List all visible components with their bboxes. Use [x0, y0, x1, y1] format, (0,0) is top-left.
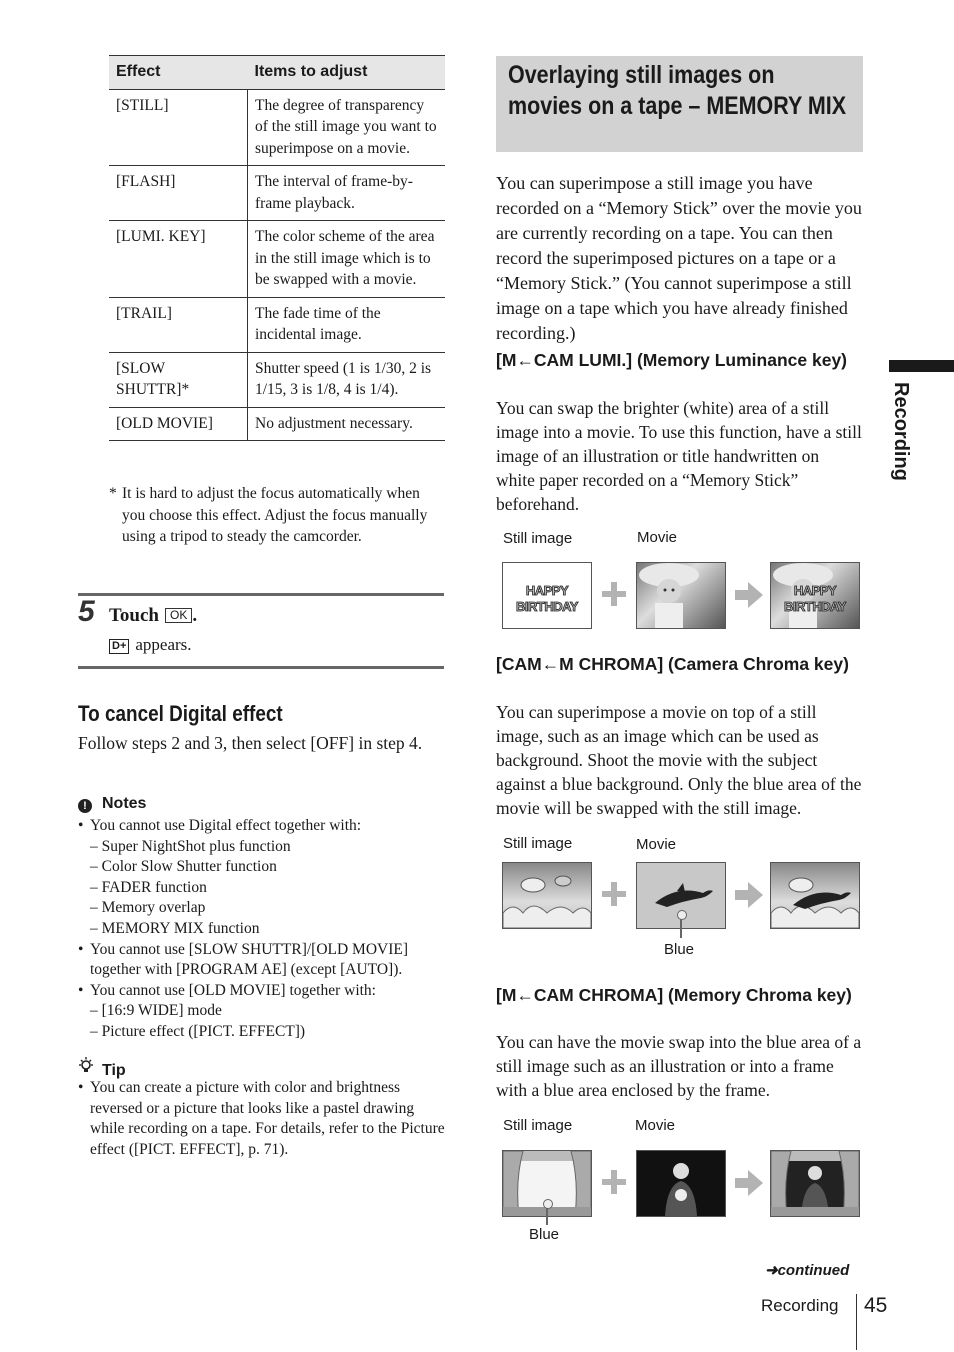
- notes-list: [78, 816, 446, 1043]
- continued-label: [765, 1261, 849, 1279]
- section-tab-marker: [889, 360, 954, 372]
- step-number: 5: [78, 595, 95, 628]
- lumi-caption-movie: Movie: [637, 529, 678, 546]
- table-cell-items: The degree of transparency of the still image you want to superimpose on a movie.: [248, 89, 446, 166]
- step-divider-top: [78, 593, 444, 596]
- result-image-cam-chroma: [770, 862, 860, 929]
- cancel-heading: To cancel Digital effect: [78, 701, 283, 726]
- table-row: [109, 352, 445, 407]
- table-cell-effect: [TRAIL]: [109, 297, 248, 352]
- step-instruction: [109, 605, 197, 627]
- step-divider-bottom: [78, 666, 444, 669]
- footer-divider: [856, 1294, 857, 1350]
- table-cell-items: The color scheme of the area in the still image which is to be swapped with a movie.: [248, 221, 446, 298]
- notes-heading-row: [78, 795, 146, 813]
- arrow-right-icon: [735, 582, 763, 608]
- cam-chroma-caption-blue: Blue: [664, 941, 695, 958]
- appears-label: appears.: [135, 635, 192, 654]
- table-cell-effect: [LUMI. KEY]: [109, 221, 248, 298]
- list-item: • You cannot use [OLD MOVIE] together with:: [78, 981, 446, 1002]
- arrow-right-icon: [735, 1170, 763, 1196]
- list-subitem: – Memory overlap: [90, 899, 206, 917]
- mem-chroma-heading: [M←CAM CHROMA] (Memory Chroma key): [496, 985, 852, 1005]
- happy-birthday-art: [503, 583, 591, 615]
- plus-icon: [602, 1170, 626, 1194]
- table-cell-effect: [FLASH]: [109, 166, 248, 221]
- footer-section: Recording: [761, 1296, 839, 1315]
- result-image-lumi: [770, 562, 860, 629]
- continued-text: continued: [777, 1262, 850, 1279]
- table-cell-items: No adjustment necessary.: [248, 407, 446, 441]
- table-row: [109, 297, 445, 352]
- section-title: Overlaying still images on movies on a tape – MEMORY MIX: [508, 61, 847, 120]
- plus-icon: [602, 882, 626, 906]
- list-item: • You can create a picture with color and brightness reversed or a picture that looks like a pastel drawing while recording on a tape. For details, refer to the Picture effect ([PICT. EFFECT], p. 71).: [78, 1078, 446, 1160]
- table-cell-items: The fade time of the incidental image.: [248, 297, 446, 352]
- tip-heading: Tip: [102, 1062, 126, 1079]
- list-subitem: – Picture effect ([PICT. EFFECT]): [90, 1022, 306, 1040]
- movie-girl-image: [636, 562, 726, 629]
- cancel-text: Follow steps 2 and 3, then select [OFF] in step 4.: [78, 733, 423, 753]
- tip-list: [78, 1078, 446, 1160]
- blue-pointer-icon: [546, 1203, 548, 1225]
- table-header-row: [109, 56, 445, 90]
- section-intro: You can superimpose a still image you have recorded on a “Memory Stick” over the movie you are currently recording on a tape. You can then record the superimposed pictures on a tape or a “Memory Stick.” (You cannot superimpose a still image on a tape which you have already finished recording.): [496, 173, 862, 343]
- footnote-mark: *: [109, 485, 117, 502]
- section-title-box: [496, 56, 863, 152]
- step-result: [109, 635, 192, 655]
- list-subitem: – Color Slow Shutter function: [90, 858, 277, 876]
- list-subitem: – [16:9 WIDE] mode: [90, 1002, 222, 1020]
- cam-chroma-caption-movie: Movie: [636, 836, 677, 853]
- table-cell-items: The interval of frame-by-frame playback.: [248, 166, 446, 221]
- notes-heading: Notes: [102, 795, 147, 812]
- digital-effect-icon: D+: [109, 639, 129, 654]
- blue-pointer-icon: [680, 914, 682, 938]
- mem-chroma-caption-movie: Movie: [635, 1117, 676, 1134]
- ok-button-icon: OK: [165, 608, 192, 623]
- side-tab-label: Recording: [890, 382, 912, 481]
- happy-text: HAPPY: [525, 583, 569, 598]
- table-row: [109, 407, 445, 441]
- happy-text: HAPPY: [793, 583, 837, 598]
- table-header-effect: Effect: [109, 56, 248, 90]
- step-period: .: [192, 605, 198, 626]
- cam-chroma-heading: [CAM←M CHROMA] (Camera Chroma key): [496, 654, 849, 674]
- birthday-text: BIRTHDAY: [784, 599, 846, 614]
- list-subitem: – FADER function: [90, 878, 207, 896]
- lightbulb-icon: [78, 1057, 96, 1080]
- mem-chroma-text: You can have the movie swap into the blue area of a still image such as an illustration or into a frame with a blue area enclosed by the frame.: [496, 1032, 862, 1100]
- lumi-caption-still: Still image: [503, 530, 573, 547]
- birthday-text: BIRTHDAY: [516, 599, 578, 614]
- cam-chroma-caption-still: Still image: [503, 835, 573, 852]
- result-image-mem-chroma: [770, 1150, 860, 1217]
- notes-icon: !: [78, 799, 92, 813]
- lumi-text: You can swap the brighter (white) area of a still image into a movie. To use this function, have a still image of an illustration or title handwritten on white paper recorded on a “Memory Stick” beforehand.: [496, 398, 862, 514]
- tip-heading-row: [78, 1057, 126, 1080]
- cam-chroma-text: You can superimpose a movie on top of a still image, such as an image which can be used as background. Shoot the movie with the subject against a blue background. Only the blue area of the movie will be swapped with the still image.: [496, 702, 862, 818]
- table-cell-effect: [SLOW SHUTTR]*: [109, 352, 248, 407]
- plus-icon: [602, 582, 626, 606]
- list-item: • You cannot use Digital effect together with:: [78, 816, 446, 837]
- still-image-underwater: [502, 862, 592, 929]
- touch-label: Touch: [109, 605, 159, 626]
- list-subitem: – MEMORY MIX function: [90, 919, 260, 937]
- table-footnote: [109, 483, 445, 548]
- continued-arrow-icon: ➜: [765, 1262, 778, 1279]
- mem-chroma-caption-still: Still image: [503, 1117, 573, 1134]
- movie-woman-image: [636, 1150, 726, 1217]
- table-row: [109, 166, 445, 221]
- lumi-heading: [M←CAM LUMI.] (Memory Luminance key): [496, 350, 847, 370]
- mem-chroma-caption-blue: Blue: [529, 1226, 560, 1243]
- list-subitem: – Super NightShot plus function: [90, 837, 291, 855]
- page-number: 45: [864, 1294, 888, 1317]
- table-row: [109, 221, 445, 298]
- table-cell-items: Shutter speed (1 is 1/30, 2 is 1/15, 3 is 1/8, 4 is 1/4).: [248, 352, 446, 407]
- arrow-right-icon: [735, 882, 763, 908]
- list-item: • You cannot use [SLOW SHUTTR]/[OLD MOVIE] together with [PROGRAM AE] (except [AUTO]).: [78, 940, 446, 981]
- table-cell-effect: [STILL]: [109, 89, 248, 166]
- table-row: [109, 89, 445, 166]
- table-cell-effect: [OLD MOVIE]: [109, 407, 248, 441]
- effects-table: [109, 55, 445, 441]
- table-header-items: Items to adjust: [248, 56, 446, 90]
- footnote-text: It is hard to adjust the focus automatically when you choose this effect. Adjust the focus manually using a tripod to steady the camcorder.: [122, 485, 428, 545]
- happy-birthday-overlay: [771, 583, 859, 615]
- still-image-happy-birthday: [502, 562, 592, 629]
